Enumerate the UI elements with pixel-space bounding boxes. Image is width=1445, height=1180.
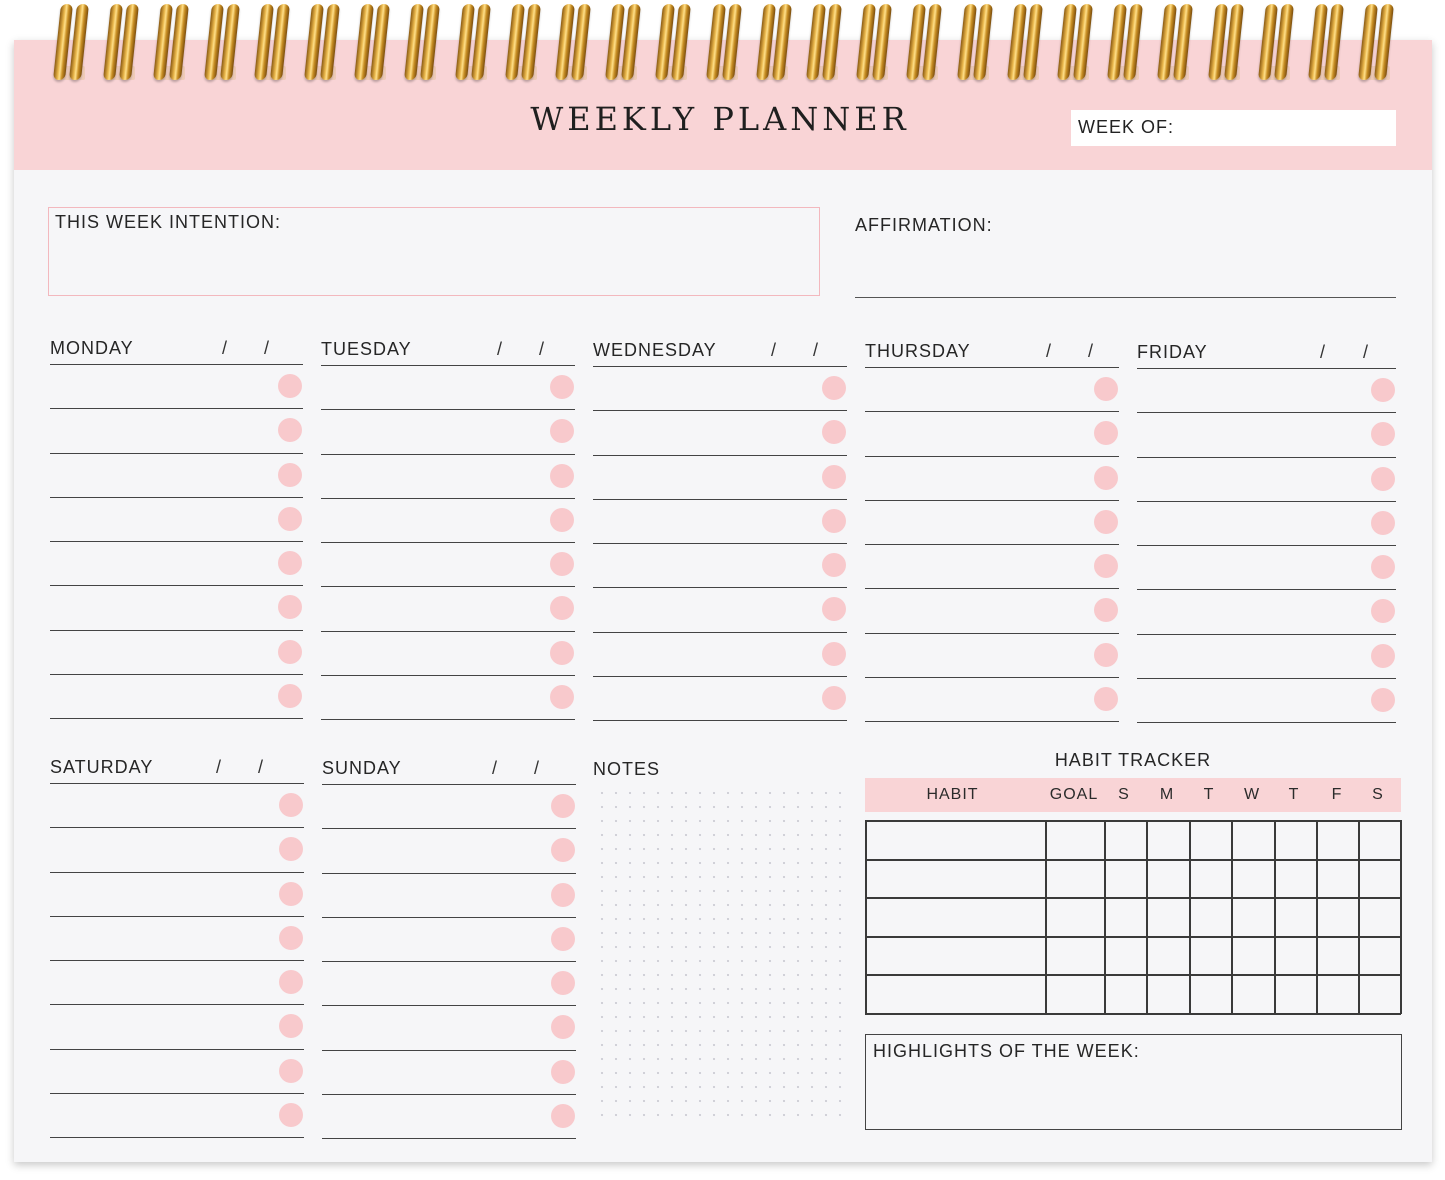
checkbox-dot[interactable] (550, 641, 574, 665)
checkbox-dot[interactable] (278, 463, 302, 487)
ring-wire (621, 4, 641, 80)
checkbox-dot[interactable] (1371, 378, 1395, 402)
week-of-field[interactable]: WEEK OF: (1071, 110, 1396, 146)
task-line[interactable] (322, 1095, 576, 1139)
checkbox-dot[interactable] (1371, 688, 1395, 712)
ring-wire (922, 4, 942, 80)
binding-ring (1310, 4, 1344, 84)
checkbox-dot[interactable] (822, 597, 846, 621)
date-slash: / (1363, 342, 1369, 362)
date-slash: / (1046, 341, 1052, 361)
task-line[interactable] (593, 456, 847, 500)
task-line[interactable] (593, 411, 847, 455)
task-line[interactable] (1137, 369, 1396, 413)
day-column-header: S (1118, 786, 1130, 803)
checkbox-dot[interactable] (1371, 422, 1395, 446)
checkbox-dot[interactable] (822, 420, 846, 444)
binding-ring (55, 4, 89, 84)
grid-column-line (1358, 820, 1360, 1014)
task-line[interactable] (1137, 413, 1396, 457)
ring-wire (270, 4, 290, 80)
task-line[interactable] (865, 545, 1119, 589)
binding-ring (507, 4, 541, 84)
binding-ring (457, 4, 491, 84)
task-line[interactable] (50, 586, 303, 630)
checkbox-dot[interactable] (551, 971, 575, 995)
checkbox-dot[interactable] (550, 685, 574, 709)
habit-tracker-header (865, 778, 1401, 812)
task-line[interactable] (321, 543, 575, 587)
habit-tracker-grid[interactable] (865, 820, 1401, 1014)
day-name: TUESDAY (321, 339, 412, 359)
checkbox-dot[interactable] (822, 465, 846, 489)
ring-wire (370, 4, 390, 80)
task-line[interactable] (50, 961, 304, 1005)
date-slash: / (497, 339, 503, 359)
checkbox-dot[interactable] (279, 1014, 303, 1038)
checkbox-dot[interactable] (1094, 510, 1118, 534)
day-header (50, 338, 303, 365)
task-line[interactable] (50, 1050, 304, 1094)
binding-ring (657, 4, 691, 84)
task-line[interactable] (321, 676, 575, 720)
date-slash: / (1320, 342, 1326, 362)
notes-label: NOTES (593, 759, 661, 779)
checkbox-dot[interactable] (1094, 598, 1118, 622)
day-column-friday (1137, 342, 1396, 723)
checkbox-dot[interactable] (822, 553, 846, 577)
checkbox-dot[interactable] (551, 1060, 575, 1084)
ring-wire (772, 4, 792, 80)
task-line[interactable] (1137, 502, 1396, 546)
affirmation-line[interactable] (855, 297, 1396, 298)
checkbox-dot[interactable] (278, 418, 302, 442)
task-line[interactable] (50, 409, 303, 453)
task-line[interactable] (322, 874, 576, 918)
task-line[interactable] (321, 499, 575, 543)
day-column-header: T (1203, 786, 1215, 803)
task-line[interactable] (322, 1006, 576, 1050)
task-line[interactable] (322, 962, 576, 1006)
task-line[interactable] (593, 500, 847, 544)
day-column-thursday (865, 341, 1119, 722)
grid-column-line (865, 820, 867, 1014)
checkbox-dot[interactable] (279, 837, 303, 861)
checkbox-dot[interactable] (279, 793, 303, 817)
binding-ring (1109, 4, 1143, 84)
task-line[interactable] (321, 455, 575, 499)
grid-column-line (1231, 820, 1233, 1014)
ring-wire (1374, 4, 1394, 80)
task-line[interactable] (321, 587, 575, 631)
binding-ring (1059, 4, 1093, 84)
binding-ring (206, 4, 240, 84)
checkbox-dot[interactable] (822, 686, 846, 710)
day-header (321, 339, 575, 366)
day-column-monday (50, 338, 303, 719)
highlights-label: HIGHLIGHTS OF THE WEEK: (873, 1041, 1140, 1061)
checkbox-dot[interactable] (279, 882, 303, 906)
checkbox-dot[interactable] (1094, 421, 1118, 445)
task-line[interactable] (322, 1051, 576, 1095)
day-header (593, 340, 847, 367)
checkbox-dot[interactable] (822, 376, 846, 400)
ring-wire (69, 4, 89, 80)
day-name: SUNDAY (322, 758, 402, 778)
date-slash: / (258, 757, 264, 777)
binding-ring (1210, 4, 1244, 84)
task-line[interactable] (865, 368, 1119, 412)
goal-column-header: GOAL (1049, 786, 1099, 803)
task-line[interactable] (50, 873, 304, 917)
checkbox-dot[interactable] (551, 927, 575, 951)
day-column-wednesday (593, 340, 847, 721)
day-name: FRIDAY (1137, 342, 1208, 362)
binding-ring (758, 4, 792, 84)
grid-column-line (1189, 820, 1191, 1014)
ring-wire (1173, 4, 1193, 80)
task-line[interactable] (50, 784, 304, 828)
checkbox-dot[interactable] (1371, 467, 1395, 491)
grid-column-line (1274, 820, 1276, 1014)
date-slash: / (222, 338, 228, 358)
task-line[interactable] (322, 785, 576, 829)
day-header (322, 758, 576, 785)
grid-row-line (865, 974, 1401, 976)
page-title: WEEKLY PLANNER (530, 100, 910, 138)
checkbox-dot[interactable] (278, 507, 302, 531)
intention-box[interactable] (48, 207, 820, 296)
day-column-header: F (1331, 786, 1343, 803)
binding-ring (959, 4, 993, 84)
grid-row-line (865, 820, 1401, 822)
task-line[interactable] (1137, 546, 1396, 590)
day-column-header: S (1372, 786, 1384, 803)
date-slash: / (534, 758, 540, 778)
checkbox-dot[interactable] (550, 375, 574, 399)
day-header (1137, 342, 1396, 369)
grid-column-line (1400, 820, 1402, 1014)
day-column-header: T (1288, 786, 1300, 803)
affirmation-label: AFFIRMATION: (855, 215, 993, 235)
grid-row-line (865, 1013, 1401, 1015)
intention-label: THIS WEEK INTENTION: (55, 212, 282, 232)
ring-wire (1324, 4, 1344, 80)
habit-column-header: HABIT (926, 786, 979, 803)
checkbox-dot[interactable] (279, 1059, 303, 1083)
grid-column-line (1146, 820, 1148, 1014)
grid-column-line (1316, 820, 1318, 1014)
checkbox-dot[interactable] (822, 642, 846, 666)
day-name: MONDAY (50, 338, 134, 358)
task-line[interactable] (865, 634, 1119, 678)
checkbox-dot[interactable] (1094, 643, 1118, 667)
day-column-tuesday (321, 339, 575, 720)
ring-wire (169, 4, 189, 80)
checkbox-dot[interactable] (551, 1015, 575, 1039)
checkbox-dot[interactable] (1371, 599, 1395, 623)
task-line[interactable] (1137, 458, 1396, 502)
checkbox-dot[interactable] (278, 640, 302, 664)
checkbox-dot[interactable] (550, 464, 574, 488)
ring-wire (571, 4, 591, 80)
task-line[interactable] (322, 918, 576, 962)
task-line[interactable] (50, 828, 304, 872)
task-line[interactable] (593, 588, 847, 632)
checkbox-dot[interactable] (278, 374, 302, 398)
checkbox-dot[interactable] (279, 926, 303, 950)
grid-row-line (865, 859, 1401, 861)
binding-ring (1260, 4, 1294, 84)
ring-wire (119, 4, 139, 80)
checkbox-dot[interactable] (1094, 377, 1118, 401)
task-line[interactable] (321, 410, 575, 454)
date-slash: / (492, 758, 498, 778)
binding-ring (557, 4, 591, 84)
checkbox-dot[interactable] (278, 551, 302, 575)
day-column-saturday (50, 757, 304, 1138)
checkbox-dot[interactable] (550, 508, 574, 532)
ring-wire (872, 4, 892, 80)
binding-ring (105, 4, 139, 84)
checkbox-dot[interactable] (551, 838, 575, 862)
task-line[interactable] (593, 677, 847, 721)
binding-ring (1009, 4, 1043, 84)
date-slash: / (1088, 341, 1094, 361)
task-line[interactable] (1137, 590, 1396, 634)
task-line[interactable] (50, 1094, 304, 1138)
task-line[interactable] (321, 632, 575, 676)
binding-ring (1360, 4, 1394, 84)
date-slash: / (771, 340, 777, 360)
day-name: WEDNESDAY (593, 340, 717, 360)
notes-dot-grid[interactable] (595, 786, 850, 1126)
binding-ring (858, 4, 892, 84)
grid-row-line (865, 897, 1401, 899)
binding-ring (1159, 4, 1193, 84)
ring-wire (521, 4, 541, 80)
checkbox-dot[interactable] (551, 1104, 575, 1128)
day-header (865, 341, 1119, 368)
ring-wire (822, 4, 842, 80)
task-line[interactable] (593, 544, 847, 588)
task-line[interactable] (50, 542, 303, 586)
task-line[interactable] (865, 457, 1119, 501)
checkbox-dot[interactable] (551, 794, 575, 818)
binding-ring (908, 4, 942, 84)
checkbox-dot[interactable] (279, 1103, 303, 1127)
checkbox-dot[interactable] (550, 552, 574, 576)
task-line[interactable] (1137, 679, 1396, 723)
ring-wire (1123, 4, 1143, 80)
day-name: THURSDAY (865, 341, 971, 361)
task-line[interactable] (865, 678, 1119, 722)
checkbox-dot[interactable] (279, 970, 303, 994)
task-line[interactable] (865, 589, 1119, 633)
ring-wire (1274, 4, 1294, 80)
binding-ring (406, 4, 440, 84)
date-slash: / (539, 339, 545, 359)
ring-wire (1023, 4, 1043, 80)
binding-ring (356, 4, 390, 84)
day-column-sunday (322, 758, 576, 1139)
task-line[interactable] (50, 498, 303, 542)
checkbox-dot[interactable] (278, 684, 302, 708)
checkbox-dot[interactable] (1094, 554, 1118, 578)
checkbox-dot[interactable] (550, 419, 574, 443)
binding-ring (256, 4, 290, 84)
binding-ring (306, 4, 340, 84)
checkbox-dot[interactable] (278, 595, 302, 619)
task-line[interactable] (1137, 635, 1396, 679)
date-slash: / (264, 338, 270, 358)
day-column-header: M (1159, 786, 1175, 803)
task-line[interactable] (593, 633, 847, 677)
checkbox-dot[interactable] (1094, 687, 1118, 711)
binding-ring (808, 4, 842, 84)
ring-wire (420, 4, 440, 80)
grid-column-line (1104, 820, 1106, 1014)
binding-ring (708, 4, 742, 84)
day-header (50, 757, 304, 784)
task-line[interactable] (322, 829, 576, 873)
checkbox-dot[interactable] (1371, 511, 1395, 535)
checkbox-dot[interactable] (822, 509, 846, 533)
date-slash: / (813, 340, 819, 360)
task-line[interactable] (593, 367, 847, 411)
date-slash: / (216, 757, 222, 777)
task-line[interactable] (50, 675, 303, 719)
ring-wire (1073, 4, 1093, 80)
day-column-header: W (1243, 786, 1261, 803)
task-line[interactable] (321, 366, 575, 410)
binding-ring (155, 4, 189, 84)
grid-column-line (1045, 820, 1047, 1014)
task-line[interactable] (50, 365, 303, 409)
task-line[interactable] (865, 412, 1119, 456)
habit-tracker-title: HABIT TRACKER (1054, 750, 1212, 770)
task-line[interactable] (50, 631, 303, 675)
highlights-box[interactable] (865, 1034, 1402, 1130)
checkbox-dot[interactable] (1371, 555, 1395, 579)
task-line[interactable] (50, 1005, 304, 1049)
day-name: SATURDAY (50, 757, 154, 777)
ring-wire (320, 4, 340, 80)
checkbox-dot[interactable] (1371, 644, 1395, 668)
checkbox-dot[interactable] (551, 883, 575, 907)
spiral-binding (0, 0, 1445, 90)
task-line[interactable] (865, 501, 1119, 545)
grid-row-line (865, 936, 1401, 938)
checkbox-dot[interactable] (1094, 466, 1118, 490)
ring-wire (671, 4, 691, 80)
binding-ring (607, 4, 641, 84)
task-line[interactable] (50, 454, 303, 498)
task-line[interactable] (50, 917, 304, 961)
checkbox-dot[interactable] (550, 596, 574, 620)
